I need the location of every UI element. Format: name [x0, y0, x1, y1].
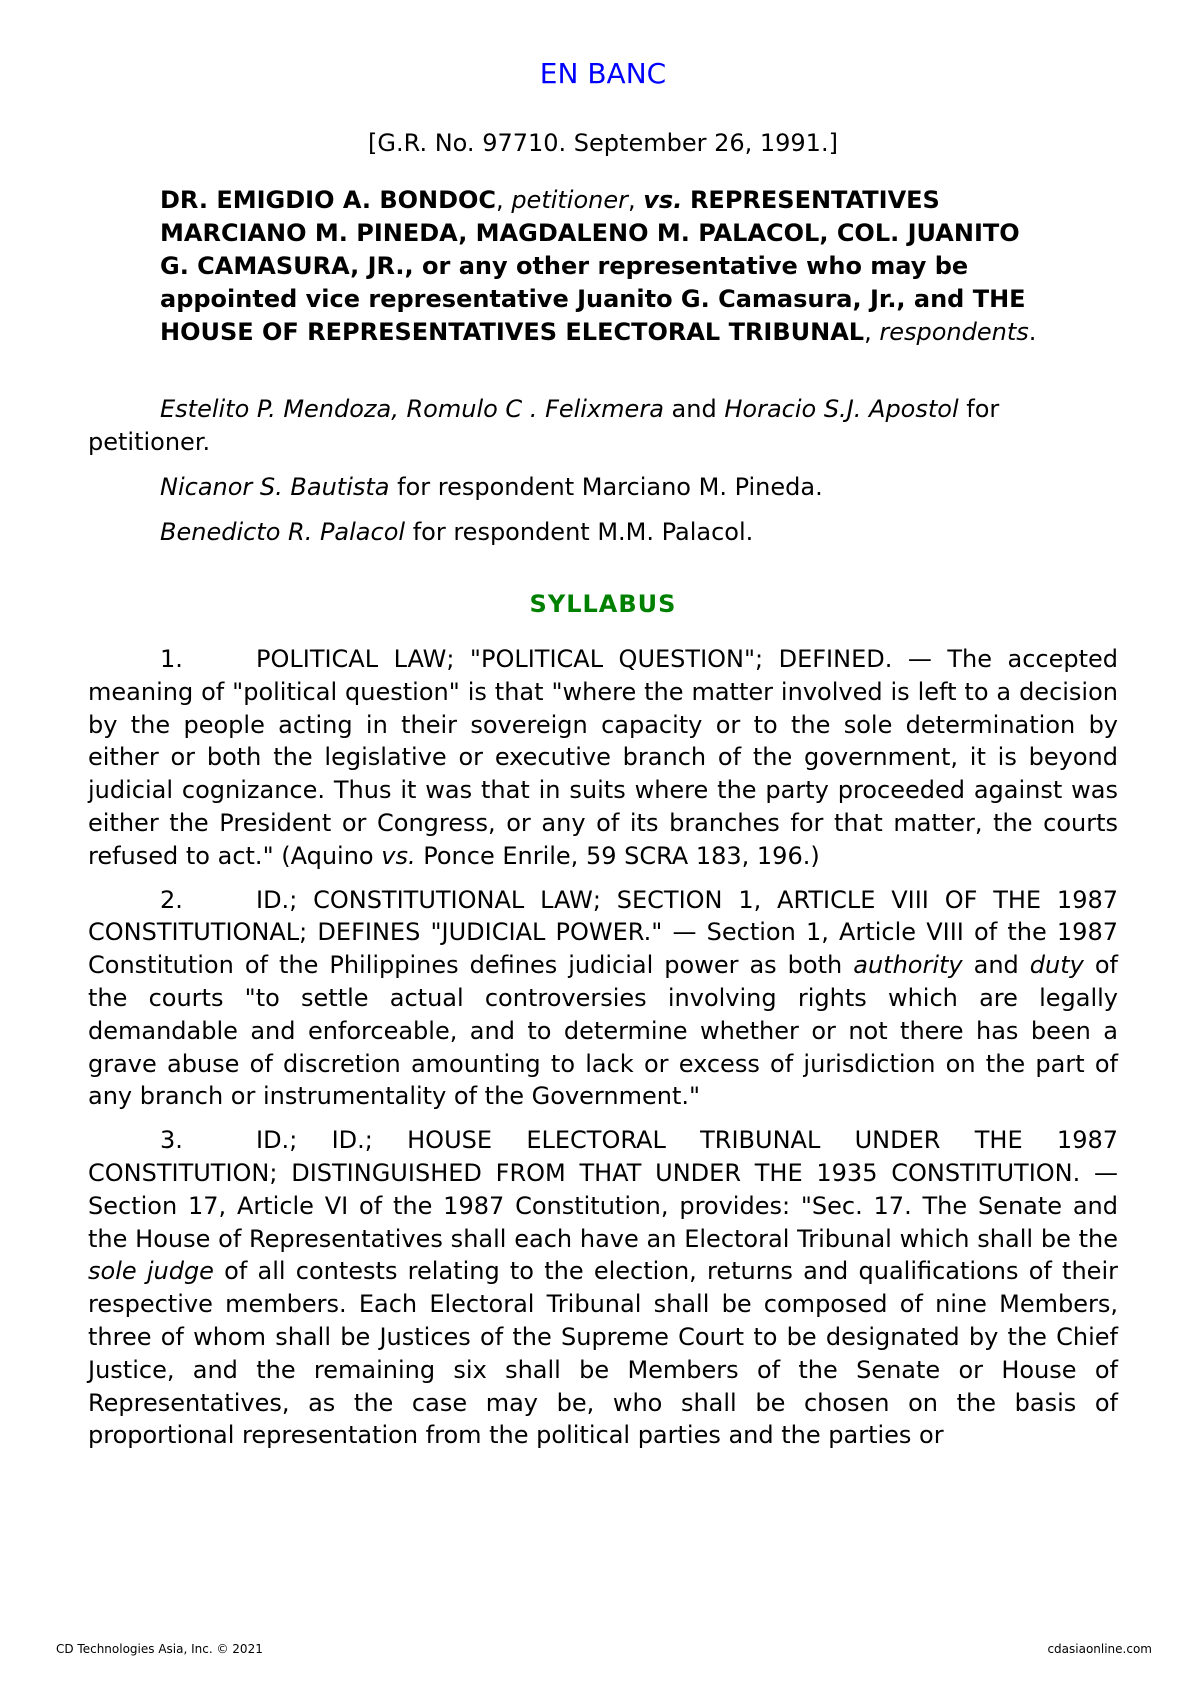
item-italic: authority	[853, 951, 963, 980]
item-text: Ponce Enrile, 59 SCRA 183, 196.)	[423, 841, 820, 870]
item-italic: sole judge	[88, 1257, 214, 1286]
item-number: 2.	[160, 885, 183, 914]
counsel-names: Estelito P. Mendoza, Romulo C . Felixmera	[160, 395, 664, 423]
counsel-petitioner	[88, 393, 1118, 459]
item-text: ID.; CONSTITUTIONAL LAW; SECTION 1, ARTICLE VIII OF THE 1987 CONSTITUTIONAL; DEFINES "JUDICIAL POWER." — Section 1, Article VIII of the 1987 Constitution of the Philippines defines judicial power as both	[88, 885, 1118, 980]
counsel-conjunction: and	[671, 395, 717, 423]
court-division: EN BANC	[539, 57, 667, 90]
item-text: and	[973, 951, 1019, 980]
syllabus-item	[88, 643, 1118, 873]
footer-copyright: CD Technologies Asia, Inc. © 2021	[56, 1642, 263, 1656]
case-parties: DR. EMIGDIO A. BONDOC, petitioner, vs. REPRESENTATIVES MARCIANO M. PINEDA, MAGDALENO M. PALACOL, COL. JUANITO G. CAMASURA, JR., or any other representative who may be appointed vice representative Juanito G. Camasura, Jr., and THE HOUSE OF REPRESENTATIVES ELECTORAL TRIBUNAL, respondents.	[160, 186, 1037, 346]
counsel-role: for petitioner.	[88, 395, 1000, 456]
item-text: ID.; ID.; HOUSE ELECTORAL TRIBUNAL UNDER THE 1987 CONSTITUTION; DISTINGUISHED FROM THAT UNDER THE 1935 CONSTITUTION. — Section 17, Article VI of the 1987 Constitution, provides: "Sec. 17. The Senate and the House of Representatives shall each have an Electoral Tribunal which shall be the	[88, 1126, 1118, 1253]
footer-website: cdasiaonline.com	[1047, 1642, 1152, 1656]
item-number: 3.	[160, 1126, 183, 1155]
item-text: of all contests relating to the election, returns and qualifications of their respective members. Each Electoral Tribunal shall be composed of nine Members, three of whom shall be Justices of the Supreme Court to be designated by the Chief Justice, and the remaining six shall be Members of the Senate or House of Representatives, as the case may be, who shall be chosen on the basis of proportional representation from the political parties and the parties or	[88, 1257, 1118, 1450]
document-page	[88, 54, 1118, 1463]
syllabus-heading: SYLLABUS	[529, 590, 677, 618]
case-number: [G.R. No. 97710. September 26, 1991.]	[368, 129, 838, 157]
counsel-names: Benedicto R. Palacol	[160, 518, 406, 546]
counsel-respondent-palacol	[88, 516, 1118, 549]
item-italic: duty	[1029, 951, 1084, 980]
versus: vs.	[643, 186, 683, 214]
syllabus-item	[88, 1124, 1118, 1452]
petitioner-name: DR. EMIGDIO A. BONDOC	[160, 186, 497, 214]
petitioner-role: petitioner	[511, 186, 628, 214]
respondents-names: REPRESENTATIVES MARCIANO M. PINEDA, MAGDALENO M. PALACOL, COL. JUANITO G. CAMASURA, JR., or any other representative who may be appointed vice representative Juanito G. Camasura, Jr., and THE HOUSE OF REPRESENTATIVES ELECTORAL TRIBUNAL	[160, 186, 1026, 346]
item-italic: vs.	[381, 841, 416, 870]
counsel-names: Nicanor S. Bautista	[160, 473, 390, 501]
item-number: 1.	[160, 645, 183, 673]
syllabus-item	[88, 884, 1118, 1114]
counsel-role: for respondent Marciano M. Pineda.	[397, 473, 823, 501]
item-text: of the courts "to settle actual controversies involving rights which are legally demandable and enforceable, and to determine whether or not there has been a grave abuse of discretion amounting to lack or excess of jurisdiction on the part of any branch or instrumentality of the Government."	[88, 951, 1119, 1111]
respondents-role: respondents	[879, 318, 1029, 346]
item-text: POLITICAL LAW; "POLITICAL QUESTION"; DEFINED. — The accepted meaning of "political question" is that "where the matter involved is left to a decision by the people acting in their sovereign capacity or to the sole determination by either or both the legislative or executive branch of the government, it is beyond judicial cognizance. Thus it was that in suits where the party proceeded against was either the President or Congress, or any of its branches for that matter, the courts refused to act." (Aquino	[88, 645, 1118, 870]
counsel-respondent-pineda	[88, 471, 1118, 504]
counsel-names-2: Horacio S.J. Apostol	[724, 395, 959, 423]
counsel-role: for respondent M.M. Palacol.	[412, 518, 754, 546]
